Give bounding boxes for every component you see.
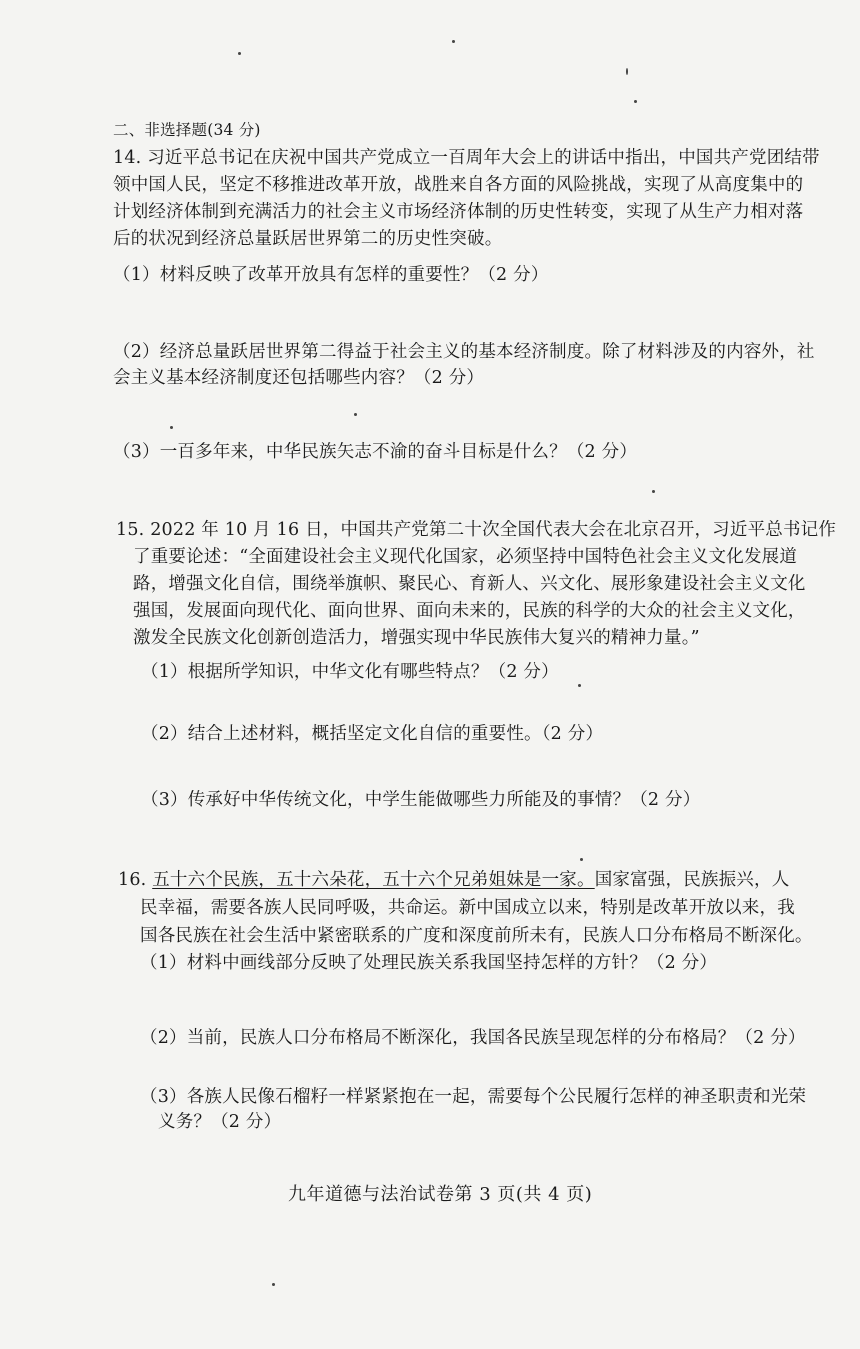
scan-speck — [634, 100, 637, 103]
q15-subquestion-3: （3）传承好中华传统文化，中学生能做哪些力所能及的事情？（2 分） — [141, 790, 701, 810]
scan-speck — [452, 40, 455, 43]
q15-subquestion-2: （2）结合上述材料，概括坚定文化自信的重要性。（2 分） — [141, 724, 604, 744]
q15-material-line: 了重要论述：“全面建设社会主义现代化国家，必须坚持中国特色社会主义文化发展道 — [133, 547, 798, 567]
q15-material-line: 路，增强文化自信，围绕举旗帜、聚民心、育新人、兴文化、展形象建设社会主义文化 — [133, 574, 806, 594]
scan-speck — [238, 52, 241, 55]
q15-subquestion-1: （1）根据所学知识，中华文化有哪些特点？（2 分） — [141, 662, 559, 682]
q16-subquestion-3-cont: 义务？（2 分） — [158, 1112, 282, 1132]
q16-subquestion-2: （2）当前，民族人口分布格局不断深化，我国各民族呈现怎样的分布格局？（2 分） — [140, 1028, 806, 1048]
section-title: 二、非选择题(34 分) — [113, 121, 261, 139]
q15-material-line: 强国，发展面向现代化、面向世界、面向未来的，民族的科学的大众的社会主义文化， — [133, 601, 806, 621]
q15-material-line: 15. 2022 年 10 月 16 日，中国共产党第二十次全国代表大会在北京召开，习近平总书记作 — [116, 520, 837, 540]
scan-speck — [652, 490, 655, 493]
q14-subquestion-2-cont: 会主义基本经济制度还包括哪些内容？（2 分） — [113, 368, 485, 388]
q14-material-line: 14. 习近平总书记在庆祝中国共产党成立一百周年大会上的讲话中指出，中国共产党团结带 — [113, 148, 820, 168]
q16-material-line: 国各民族在社会生活中紧密联系的广度和深度前所未有，民族人口分布格局不断深化。 — [140, 926, 813, 946]
q16-subquestion-1: （1）材料中画线部分反映了处理民族关系我国坚持怎样的方针？（2 分） — [140, 953, 718, 973]
scan-speck — [170, 426, 173, 429]
q16-number: 16. — [118, 870, 153, 890]
scan-speck — [354, 413, 357, 416]
q16-line1-rest: 国家富强，民族振兴，人 — [594, 870, 790, 890]
q14-material-line: 领中国人民，坚定不移推进改革开放，战胜来自各方面的风险挑战，实现了从高度集中的 — [113, 175, 804, 195]
page-footer: 九年道德与法治试卷第 3 页(共 4 页) — [288, 1184, 593, 1205]
q16-subquestion-3: （3）各族人民像石榴籽一样紧紧抱在一起，需要每个公民履行怎样的神圣职责和光荣 — [140, 1087, 807, 1107]
q15-material-line: 激发全民族文化创新创造活力，增强实现中华民族伟大复兴的精神力量。” — [133, 628, 700, 648]
q14-subquestion-2: （2）经济总量跃居世界第二得益于社会主义的基本经济制度。除了材料涉及的内容外，社 — [113, 342, 815, 362]
q14-material-line: 计划经济体制到充满活力的社会主义市场经济体制的历史性转变，实现了从生产力相对落 — [113, 202, 804, 222]
scan-speck — [272, 1283, 275, 1286]
scan-speck — [580, 858, 583, 861]
scan-speck — [578, 684, 581, 687]
scan-speck — [626, 68, 628, 75]
q14-subquestion-3: （3）一百多年来，中华民族矢志不渝的奋斗目标是什么？（2 分） — [113, 442, 638, 462]
q14-material-line: 后的状况到经济总量跃居世界第二的历史性突破。 — [113, 229, 503, 249]
q16-underlined-text: 五十六个民族，五十六朵花，五十六个兄弟姐妹是一家。 — [152, 870, 595, 890]
q14-subquestion-1: （1）材料反映了改革开放具有怎样的重要性？（2 分） — [113, 265, 549, 285]
q16-material-line: 民幸福，需要各族人民同呼吸，共命运。新中国成立以来，特别是改革开放以来，我 — [140, 898, 795, 918]
q16-material-line-1 — [118, 866, 789, 891]
